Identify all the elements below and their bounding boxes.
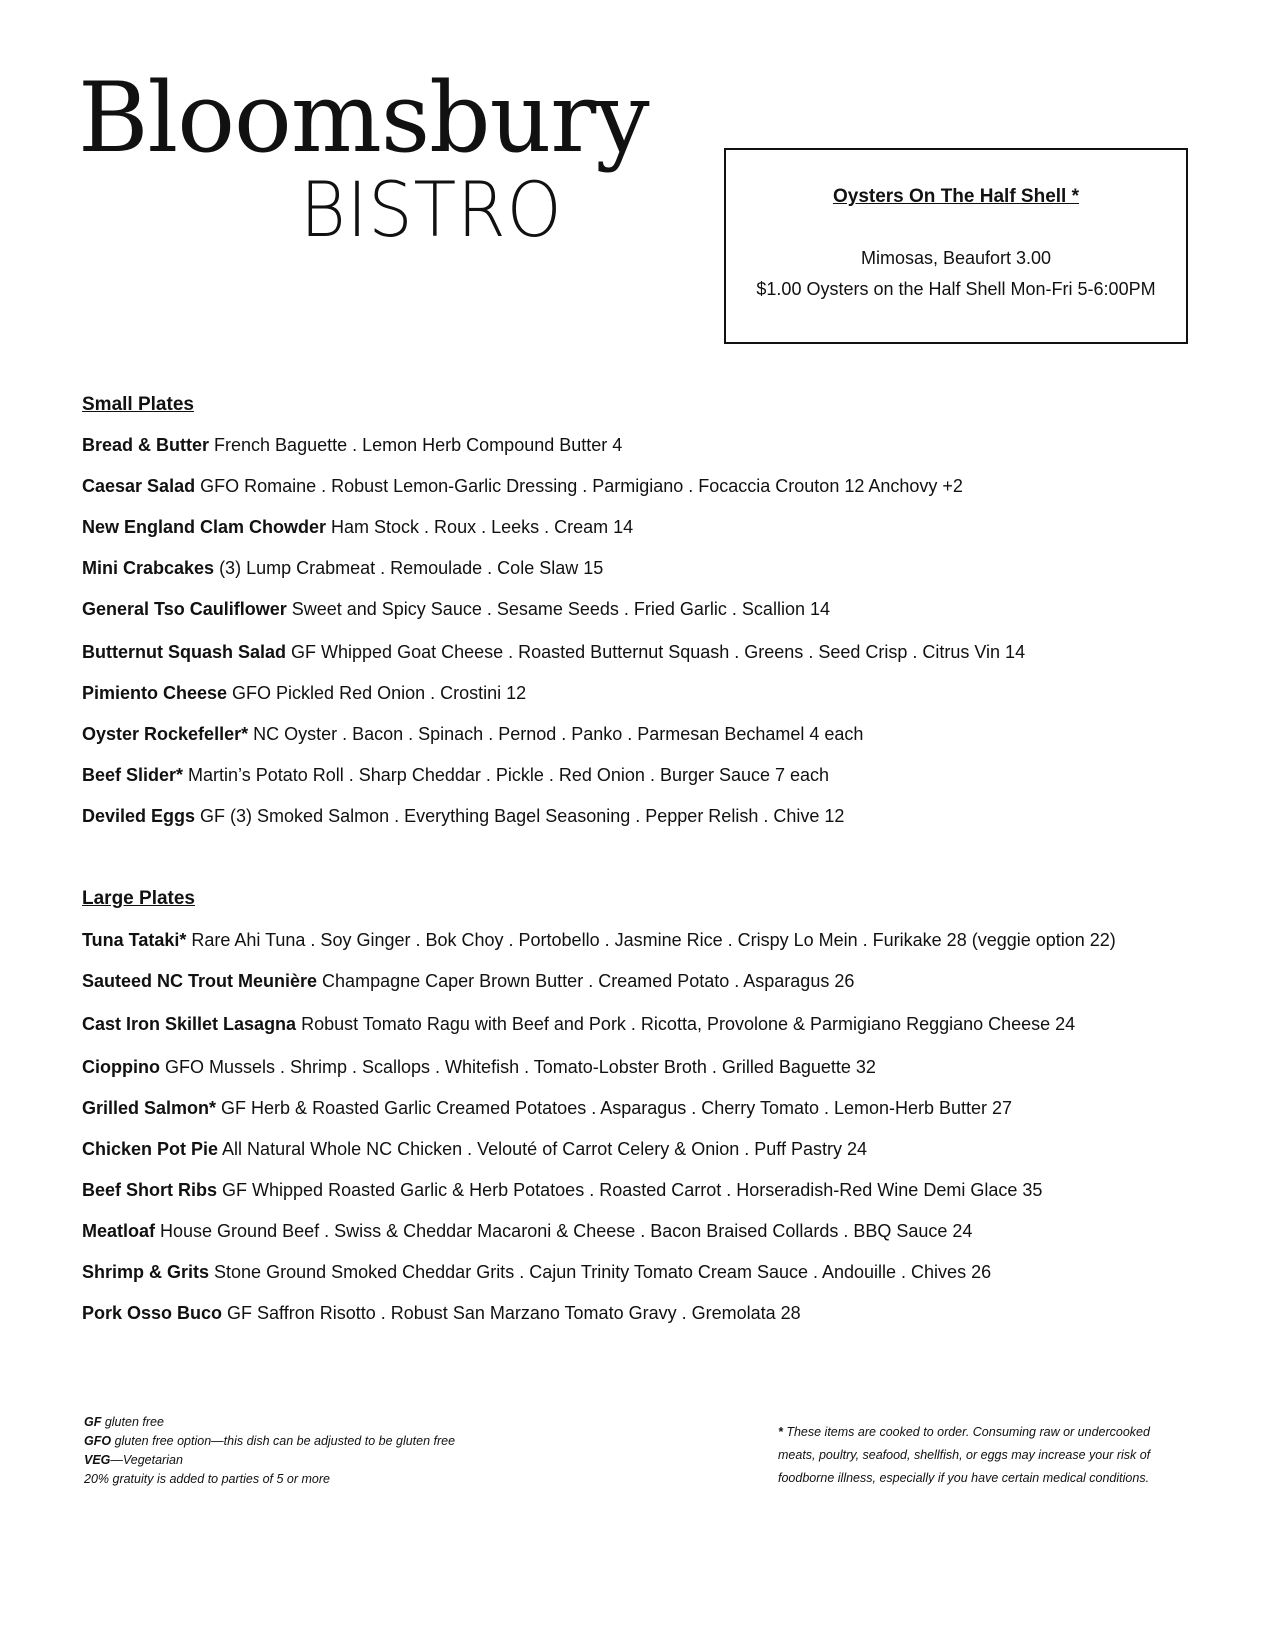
- legend-gfo: GFO gluten free option—this dish can be adjusted to be gluten free: [84, 1434, 456, 1448]
- promo-title: Oysters On The Half Shell *: [832, 186, 1080, 207]
- advisory-text: These items are cooked to order. Consuming raw or undercooked meats, poultry, seafood, shellfish, or eggs may increase your risk of foodborne illness, especially if you have certain medical conditions.: [778, 1425, 1151, 1485]
- menu-item: [82, 806, 844, 827]
- item-name: Butternut Squash Salad: [82, 642, 287, 662]
- item-desc: (3) Lump Crabmeat . Remoulade . Cole Slaw 15: [214, 558, 604, 578]
- item-name: Bread & Butter: [82, 435, 210, 455]
- menu-item: [82, 1057, 876, 1078]
- menu-item: [82, 724, 863, 745]
- menu-item: [82, 765, 829, 786]
- item-desc: Sweet and Spicy Sauce . Sesame Seeds . Fried Garlic . Scallion 14: [286, 599, 830, 619]
- item-desc: Champagne Caper Brown Butter . Creamed Potato . Asparagus 26: [317, 971, 855, 991]
- menu-item: [82, 930, 1116, 951]
- logo-bistro: BISTRO: [300, 165, 563, 254]
- item-name: Pimiento Cheese: [82, 683, 228, 703]
- menu-item: [82, 599, 830, 620]
- menu-item: [82, 683, 526, 704]
- logo-bloomsbury: Bloomsbury: [78, 62, 649, 174]
- item-name: Oyster Rockefeller*: [82, 724, 249, 744]
- menu-item: [82, 1303, 801, 1324]
- menu-item: [82, 476, 963, 497]
- item-name: Cioppino: [82, 1057, 160, 1077]
- item-desc: Martin’s Potato Roll . Sharp Cheddar . Pickle . Red Onion . Burger Sauce 7 each: [183, 765, 830, 785]
- item-desc: Stone Ground Smoked Cheddar Grits . Cajun Trinity Tomato Cream Sauce . Andouille . Chives 26: [209, 1262, 992, 1282]
- item-desc: House Ground Beef . Swiss & Cheddar Macaroni & Cheese . Bacon Braised Collards . BBQ Sauce 24: [155, 1221, 973, 1241]
- item-name: Beef Short Ribs: [82, 1180, 218, 1200]
- promo-line-mimosas: Mimosas, Beaufort 3.00: [860, 248, 1052, 268]
- menu-item: [82, 1139, 867, 1160]
- item-name: Caesar Salad: [82, 476, 196, 496]
- item-name: General Tso Cauliflower: [82, 599, 287, 619]
- item-desc: GF Whipped Goat Cheese . Roasted Butternut Squash . Greens . Seed Crisp . Citrus Vin 14: [286, 642, 1026, 662]
- item-name: Deviled Eggs: [82, 806, 196, 826]
- item-desc: GF Saffron Risotto . Robust San Marzano Tomato Gravy . Gremolata 28: [222, 1303, 801, 1323]
- item-desc: Rare Ahi Tuna . Soy Ginger . Bok Choy . Portobello . Jasmine Rice . Crispy Lo Mein . Furikake 28 (veggie option 22): [186, 930, 1116, 950]
- item-name: Sauteed NC Trout Meunière: [82, 971, 318, 991]
- item-desc: Ham Stock . Roux . Leeks . Cream 14: [326, 517, 634, 537]
- menu-item: [82, 558, 603, 579]
- menu-item: [82, 1262, 991, 1283]
- menu-item: [82, 1221, 972, 1242]
- item-desc: GFO Romaine . Robust Lemon-Garlic Dressing . Parmigiano . Focaccia Crouton 12 Anchovy +2: [195, 476, 963, 496]
- large-plates-heading: Large Plates: [82, 888, 195, 909]
- item-name: Beef Slider*: [82, 765, 184, 785]
- item-desc: French Baguette . Lemon Herb Compound Butter 4: [209, 435, 623, 455]
- item-name: Chicken Pot Pie: [82, 1139, 219, 1159]
- menu-item: [82, 435, 622, 456]
- menu-item: [82, 517, 633, 538]
- item-desc: Robust Tomato Ragu with Beef and Pork . Ricotta, Provolone & Parmigiano Reggiano Cheese 24: [296, 1014, 1076, 1034]
- legend-veg: VEG—Vegetarian: [84, 1453, 183, 1467]
- consumer-advisory: [778, 1421, 1188, 1490]
- menu-item: [82, 642, 1025, 663]
- item-desc: GFO Pickled Red Onion . Crostini 12: [227, 683, 527, 703]
- menu-item: [82, 971, 854, 992]
- promo-line-oysters: $1.00 Oysters on the Half Shell Mon-Fri 5-6:00PM: [756, 279, 1156, 299]
- item-name: Mini Crabcakes: [82, 558, 215, 578]
- item-name: New England Clam Chowder: [82, 517, 327, 537]
- legend-gf: GF gluten free: [84, 1415, 164, 1429]
- legend-gratuity: 20% gratuity is added to parties of 5 or more: [84, 1472, 330, 1486]
- item-name: Pork Osso Buco: [82, 1303, 223, 1323]
- item-name: Meatloaf: [82, 1221, 156, 1241]
- item-desc: GFO Mussels . Shrimp . Scallops . Whitefish . Tomato-Lobster Broth . Grilled Baguette 32: [159, 1057, 876, 1077]
- advisory-star: *: [778, 1425, 783, 1439]
- item-desc: All Natural Whole NC Chicken . Velouté of Carrot Celery & Onion . Puff Pastry 24: [218, 1139, 868, 1159]
- item-desc: GF Whipped Roasted Garlic & Herb Potatoes . Roasted Carrot . Horseradish-Red Wine Demi Glace 35: [217, 1180, 1043, 1200]
- item-name: Shrimp & Grits: [82, 1262, 210, 1282]
- dietary-legend: [84, 1413, 455, 1489]
- item-desc: GF (3) Smoked Salmon . Everything Bagel Seasoning . Pepper Relish . Chive 12: [195, 806, 845, 826]
- item-name: Grilled Salmon*: [82, 1098, 217, 1118]
- item-desc: GF Herb & Roasted Garlic Creamed Potatoes . Asparagus . Cherry Tomato . Lemon-Herb Butter 27: [216, 1098, 1013, 1118]
- menu-item: [82, 1180, 1042, 1201]
- oyster-promo-box: [724, 148, 1188, 344]
- menu-item: [82, 1098, 1012, 1119]
- item-name: Tuna Tataki*: [82, 930, 187, 950]
- small-plates-heading: Small Plates: [82, 394, 194, 415]
- item-desc: NC Oyster . Bacon . Spinach . Pernod . Panko . Parmesan Bechamel 4 each: [248, 724, 864, 744]
- item-name: Cast Iron Skillet Lasagna: [82, 1014, 297, 1034]
- menu-item: [82, 1014, 1075, 1035]
